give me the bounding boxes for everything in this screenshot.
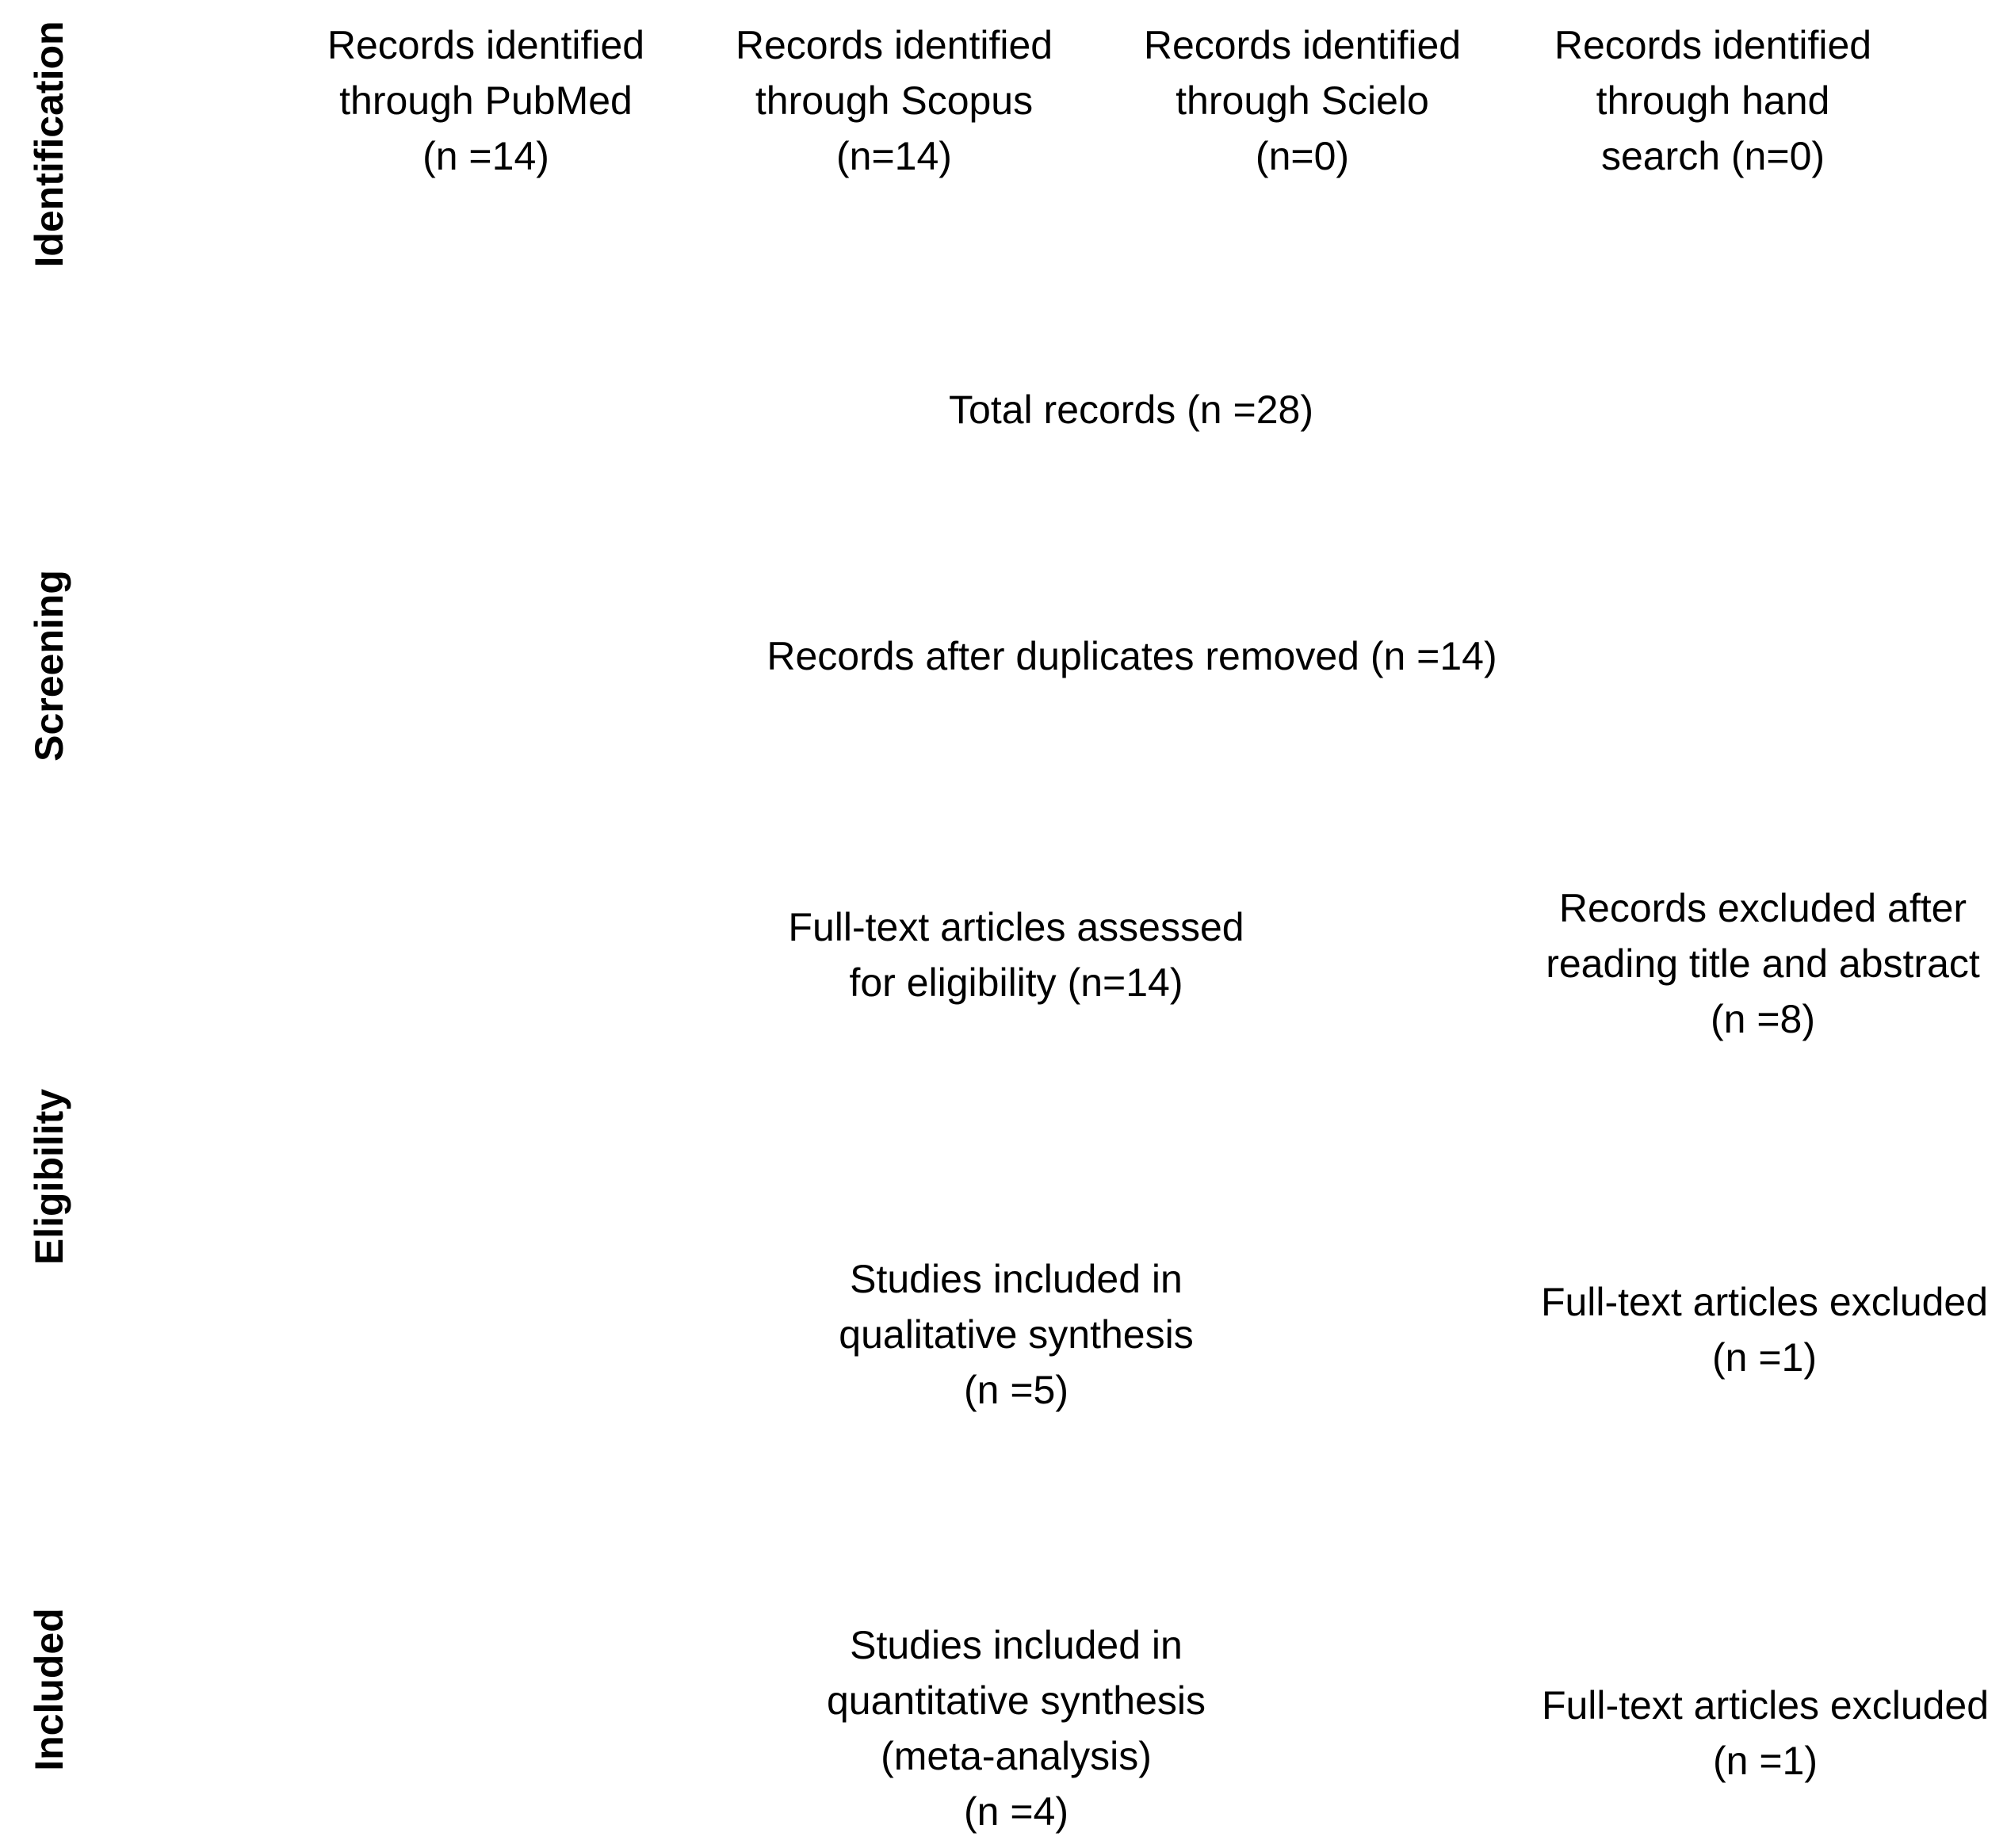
box-hand-search-records: [1554, 17, 1871, 184]
box-line: Total records (n =28): [949, 388, 1313, 432]
box-fulltext-excluded-2: [1542, 1678, 1989, 1789]
box-pubmed-records: [327, 17, 644, 184]
stage-label-eligibility: Eligibility: [27, 1088, 71, 1266]
box-line: Full-text articles excluded: [1541, 1683, 1990, 1728]
box-line: through PubMed: [339, 78, 633, 123]
box-line: (meta-analysis): [881, 1734, 1152, 1778]
box-line: Records excluded after: [1558, 886, 1967, 930]
box-line: Studies included in: [850, 1257, 1183, 1301]
box-excluded-title-abstract: [1546, 880, 1980, 1047]
box-line: reading title and abstract: [1546, 941, 1980, 986]
box-after-duplicates: [766, 628, 1497, 684]
box-scielo-records: [1144, 17, 1461, 184]
box-line: through Scopus: [755, 78, 1034, 123]
box-line: qualitative synthesis: [839, 1312, 1194, 1357]
box-scopus-records: [736, 17, 1053, 184]
box-line: quantitative synthesis: [826, 1678, 1206, 1723]
box-line: Full-text articles assessed: [788, 905, 1244, 949]
box-line: through hand: [1596, 78, 1830, 123]
box-line: (n =8): [1710, 997, 1815, 1041]
box-line: (n =4): [963, 1789, 1068, 1834]
box-line: for eligibility (n=14): [849, 960, 1183, 1005]
box-line: Full-text articles excluded: [1540, 1280, 1989, 1324]
stage-label-identification: Identification: [27, 21, 71, 268]
box-line: (n =5): [963, 1368, 1068, 1412]
box-line: Records identified: [1554, 23, 1872, 67]
box-line: (n=0): [1255, 134, 1350, 178]
box-line: Records identified: [735, 23, 1053, 67]
box-qualitative-synthesis: [839, 1251, 1193, 1418]
box-fulltext-excluded-1: [1541, 1274, 1988, 1385]
box-line: (n =14): [422, 134, 549, 178]
box-line: (n =1): [1712, 1739, 1818, 1783]
box-line: search (n=0): [1600, 134, 1825, 178]
stage-label-included: Included: [27, 1608, 71, 1771]
box-line: Records identified: [1143, 23, 1462, 67]
box-line: Records identified: [327, 23, 645, 67]
box-total-records: [949, 382, 1313, 437]
box-line: Records after duplicates removed (n =14): [766, 634, 1497, 678]
box-line: (n =1): [1711, 1335, 1817, 1380]
box-fulltext-assessed: [788, 899, 1244, 1010]
stage-label-screening: Screening: [27, 570, 71, 762]
box-line: through Scielo: [1176, 78, 1429, 123]
box-line: (n=14): [836, 134, 952, 178]
box-line: Studies included in: [850, 1623, 1183, 1667]
box-quantitative-synthesis: [827, 1617, 1206, 1839]
